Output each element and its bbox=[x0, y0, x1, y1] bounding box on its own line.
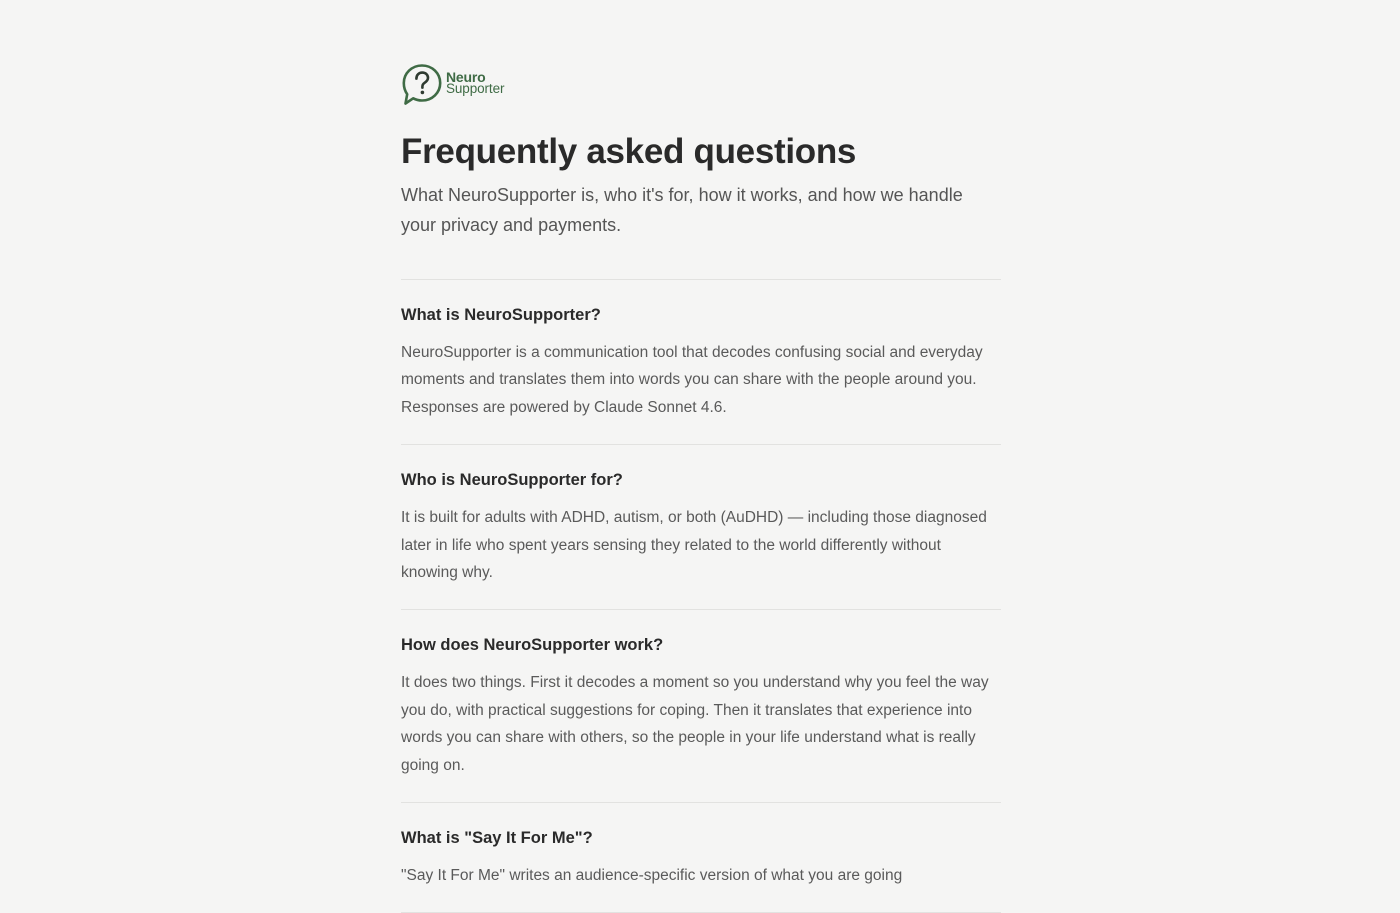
faq-answer: "Say It For Me" writes an audience-specific version of what you are going bbox=[401, 867, 903, 885]
page-intro: What NeuroSupporter is, who it's for, how it works, and how we handle your privacy and payments. bbox=[401, 185, 963, 235]
faq-question[interactable]: What is NeuroSupporter? bbox=[401, 306, 601, 324]
faq-answer: It does two things. First it decodes a moment so you understand why you feel the way you do, with practical suggestions for coping. Then it translates that experience into words you can share with others, so the people in your life understand what is really going on. bbox=[401, 674, 989, 774]
faq-item-how-works bbox=[401, 610, 1001, 803]
faq-answer: NeuroSupporter is a communication tool that decodes confusing social and everyday moments and translates them into words you can share with the people around you. Responses are powered by Claude Sonnet 4.6. bbox=[401, 344, 983, 416]
brand-logo[interactable] bbox=[401, 62, 1001, 108]
faq-item-what-is bbox=[401, 280, 1001, 445]
brand-name bbox=[446, 71, 504, 95]
faq-list bbox=[401, 279, 1001, 913]
faq-answer: It is built for adults with ADHD, autism, or both (AuDHD) — including those diagnosed later in life who spent years sensing they related to the world differently without knowing why. bbox=[401, 509, 987, 582]
question-bubble-icon bbox=[401, 62, 443, 108]
faq-item-say-it-for-me bbox=[401, 803, 1001, 913]
faq-question[interactable]: Who is NeuroSupporter for? bbox=[401, 471, 623, 490]
faq-question[interactable]: What is "Say It For Me"? bbox=[401, 829, 593, 848]
page-title: Frequently asked questions bbox=[401, 132, 857, 171]
faq-item-who-for bbox=[401, 445, 1001, 610]
faq-question[interactable]: How does NeuroSupporter work? bbox=[401, 636, 664, 655]
brand-name-line2: Supporter bbox=[446, 81, 505, 96]
faq-page bbox=[401, 0, 1001, 913]
brand-name-line1: Neuro bbox=[446, 69, 486, 85]
